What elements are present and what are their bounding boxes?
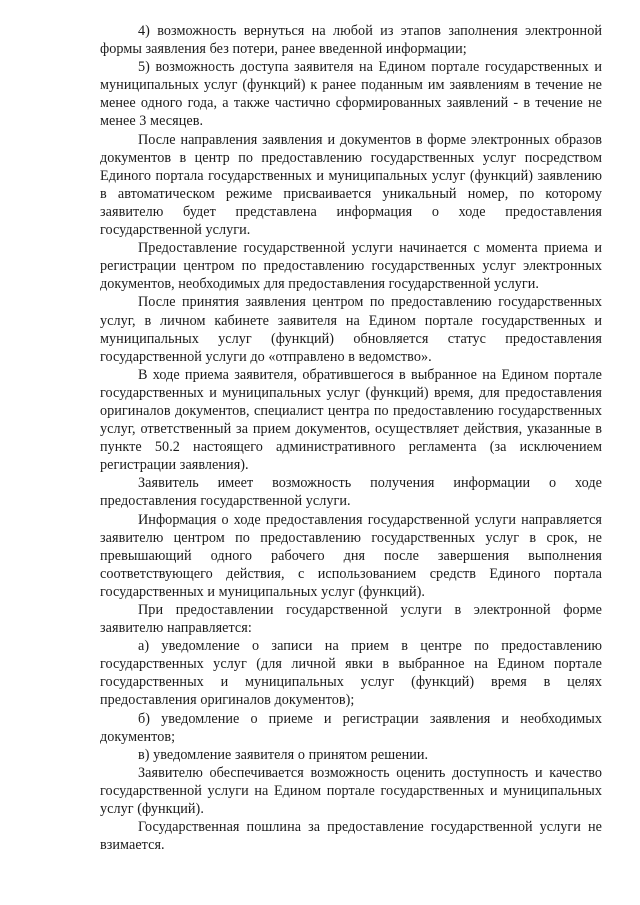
paragraph-quality-evaluation: Заявителю обеспечивается возможность оценить доступность и качество государственной услуги на Едином портале государственных и муниципальных услуг (функций). [100, 764, 602, 818]
paragraph-state-fee: Государственная пошлина за предоставление государственной услуги не взимается. [100, 819, 602, 854]
paragraph-notifications-intro: При предоставлении государственной услуги в электронной форме заявителю направляется: [100, 602, 602, 637]
paragraph-notification-b: б) уведомление о приеме и регистрации заявления и необходимых документов; [100, 710, 602, 745]
paragraph-item-4: 4) возможность вернуться на любой из этапов заполнения электронной формы заявления без потери, ранее введенной информации; [100, 23, 602, 58]
paragraph-service-start: Предоставление государственной услуги начинается с момента приема и регистрации центром по предоставлению государственных услуг электронных документов, необходимых для предоставления государственной услуги. [100, 240, 602, 293]
paragraph-electronic-submission: После направления заявления и документов в форме электронных образов документов в центр по предоставлению государственных услуг посредством Единого портала государственных и муниципальных услуг (функций) заявлению в автоматическом режиме присваивается уникальный номер, по которому заявителю будет представлена информация о ходе предоставления государственной услуги. [100, 131, 602, 239]
paragraph-notification-c: в) уведомление заявителя о принятом решении. [138, 746, 429, 763]
paragraph-info-delivery: Информация о ходе предоставления государственной услуги направляется заявителю центром по предоставлению государственных услуг в срок, не превышающий одного рабочего дня после завершения выполнения соответствующего действия, с использованием средств Единого портала государственных и муниципальных услуг (функций). [100, 511, 602, 600]
paragraph-progress-info: Заявитель имеет возможность получения информации о ходе предоставления государственной услуги. [100, 475, 602, 510]
paragraph-item-5: 5) возможность доступа заявителя на Едином портале государственных и муниципальных услуг (функций) к ранее поданным им заявлениям в течение не менее одного года, а также частично сформированных заявлений - в течение не менее 3 месяцев. [100, 59, 602, 130]
paragraph-notification-a: а) уведомление о записи на прием в центре по предоставлению государственных услуг (для личной явки в выбранное на Едином портале государственных и муниципальных услуг (функций) время в целях предоставления оригиналов документов); [100, 638, 602, 709]
paragraph-reception: В ходе приема заявителя, обратившегося в выбранное на Едином портале государственных и муниципальных услуг (функций) время, для предоставления оригиналов документов, специалист центра по предоставлению государственных услуг, ответственный за прием документов, осуществляет действия, указанные в пункте 50.2 настоящего административного регламента (за исключением регистрации заявления). [100, 366, 602, 474]
paragraph-status-update: После принятия заявления центром по предоставлению государственных услуг, в личном кабинете заявителя на Едином портале государственных и муниципальных услуг (функций) обновляется статус предоставления государственной услуги до «отправлено в ведомство». [100, 294, 602, 365]
